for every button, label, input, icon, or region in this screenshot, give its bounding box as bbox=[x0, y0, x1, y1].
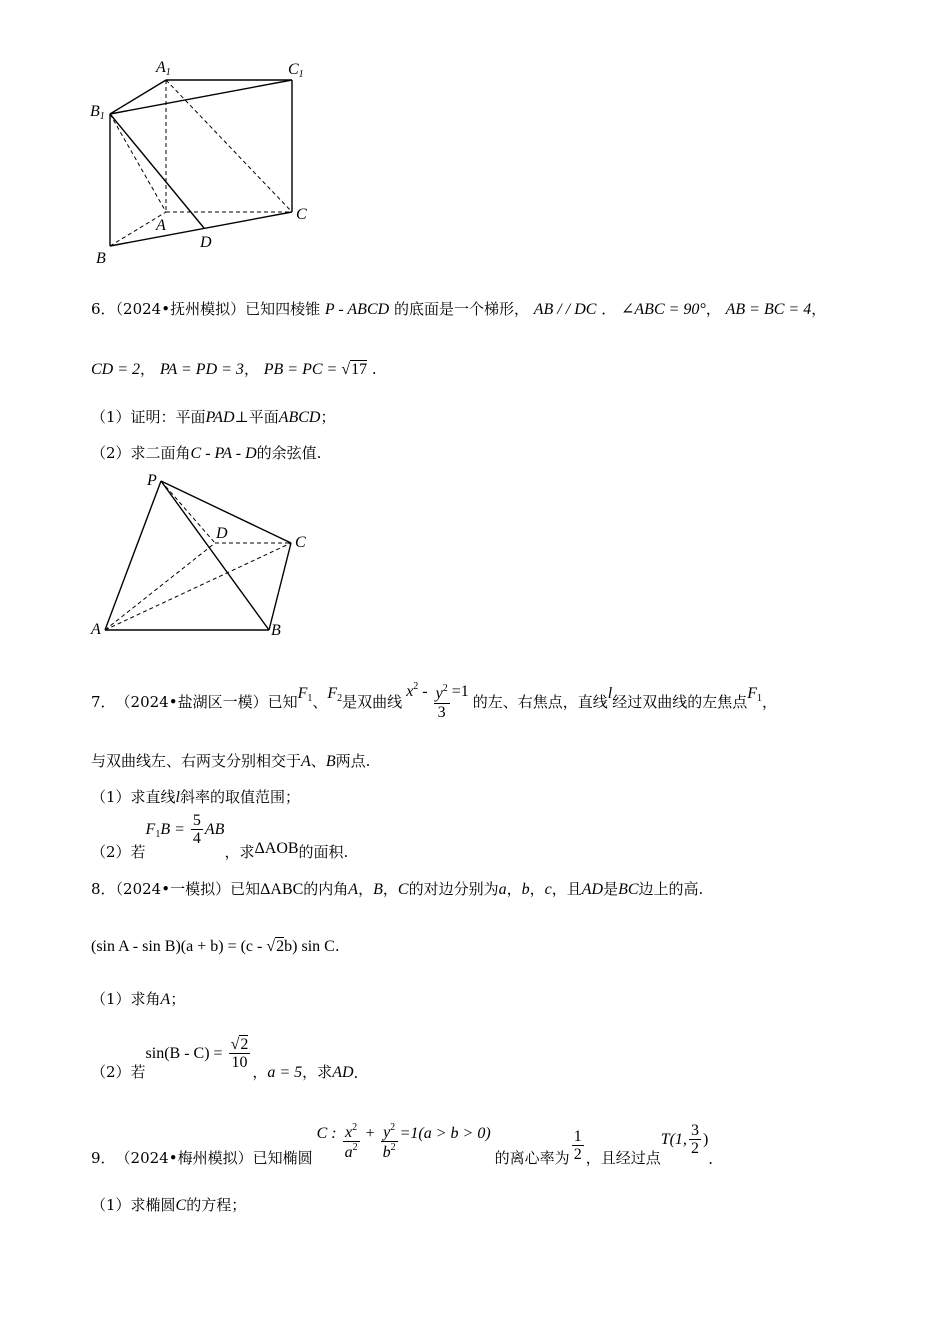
figure-prism bbox=[80, 50, 340, 280]
problem-8-q2: （2）若 sin(B - C) = $\frac{√2}{10}$ ， a = 5 ，求 AD . bbox=[91, 1035, 359, 1082]
label-A1: A1 bbox=[156, 59, 171, 78]
edge-B1-A bbox=[110, 114, 166, 212]
problem-9-line1: 9． （2024•梅州模拟） 已知椭圆 C : $\frac{x^2}{a^2}$ + $\frac{y^2}{b^2}$ =1(a > b > 0) 的离心率为 $\frac{1}{2}$ ，且经过点 T(1, $\frac{3}{2}$ ) . bbox=[91, 1121, 714, 1168]
problem-8-equation: (sin A - sin B)(a + b) = (c - √2b) sin C. bbox=[91, 937, 340, 955]
label-C1: C1 bbox=[288, 61, 304, 80]
label-B: B bbox=[271, 622, 281, 639]
label-P: P bbox=[147, 472, 157, 489]
point-T: T(1, $\frac{3}{2}$ ) bbox=[660, 1121, 709, 1158]
problem-7-q1: （1）求直线l斜率的取值范围； bbox=[91, 788, 301, 806]
label-D: D bbox=[200, 234, 212, 251]
edge-P-D bbox=[161, 481, 215, 543]
problem-8-q1: （1）求角A； bbox=[91, 990, 186, 1008]
problem-6-q1: （1）证明：平面PAD⊥平面ABCD； bbox=[91, 408, 336, 426]
label-D: D bbox=[216, 525, 228, 542]
problem-7-line1: 7． （2024•盐湖区一模） 已知 $F_1$ 、 $F_2$ 是双曲线 $x^2$ - $\frac{y^2}{3}$ =1 的左、右焦点，直线 l 经过双曲线的左焦点 $F_1$ ， bbox=[91, 680, 778, 721]
label-C: C bbox=[295, 534, 306, 551]
hyperbola-equation: $x^2$ - $\frac{y^2}{3}$ =1 bbox=[406, 680, 469, 721]
problem-8-line1: 8．（2024•一模拟）已知ΔABC的内角A，B，C的对边分别为a，b，c，且AD是BC边上的高. bbox=[91, 880, 704, 898]
label-A: A bbox=[91, 621, 101, 638]
edge-B1-D bbox=[110, 114, 204, 228]
sine-condition: sin(B - C) = $\frac{√2}{10}$ bbox=[145, 1035, 249, 1072]
problem-9-q1: （1）求椭圆C的方程； bbox=[91, 1196, 247, 1214]
label-B1: B1 bbox=[90, 103, 105, 122]
problem-7-line2: 与双曲线左、右两支分别相交于A、B两点. bbox=[91, 752, 371, 770]
edge-B-C bbox=[269, 543, 291, 630]
ellipse-equation: C : $\frac{x^2}{a^2}$ + $\frac{y^2}{b^2}$ =1(a > b > 0) bbox=[316, 1121, 491, 1162]
problem-7-q2: （2）若 $F_1B$ = $\frac{5}{4}$ AB ，求 ΔAOB 的面积. bbox=[91, 811, 349, 861]
edge-P-B bbox=[161, 481, 269, 630]
figure-pyramid bbox=[85, 468, 325, 648]
problem-6-line1: 6．（2024•抚州模拟）已知四棱锥 P - ABCD 的底面是一个梯形， AB / / DC ． ∠ABC = 90°， AB = BC = 4， bbox=[91, 300, 827, 318]
vector-equation: $F_1B$ = $\frac{5}{4}$ AB bbox=[145, 811, 225, 848]
label-A: A bbox=[156, 217, 166, 234]
label-B: B bbox=[96, 250, 106, 267]
problem-6-q2: （2）求二面角C - PA - D的余弦值. bbox=[91, 444, 322, 462]
label-C: C bbox=[296, 206, 307, 223]
eccentricity: $\frac{1}{2}$ bbox=[573, 1127, 582, 1164]
problem-6-line2: CD = 2， PA = PD = 3， PB = PC = √17 . bbox=[91, 360, 377, 378]
